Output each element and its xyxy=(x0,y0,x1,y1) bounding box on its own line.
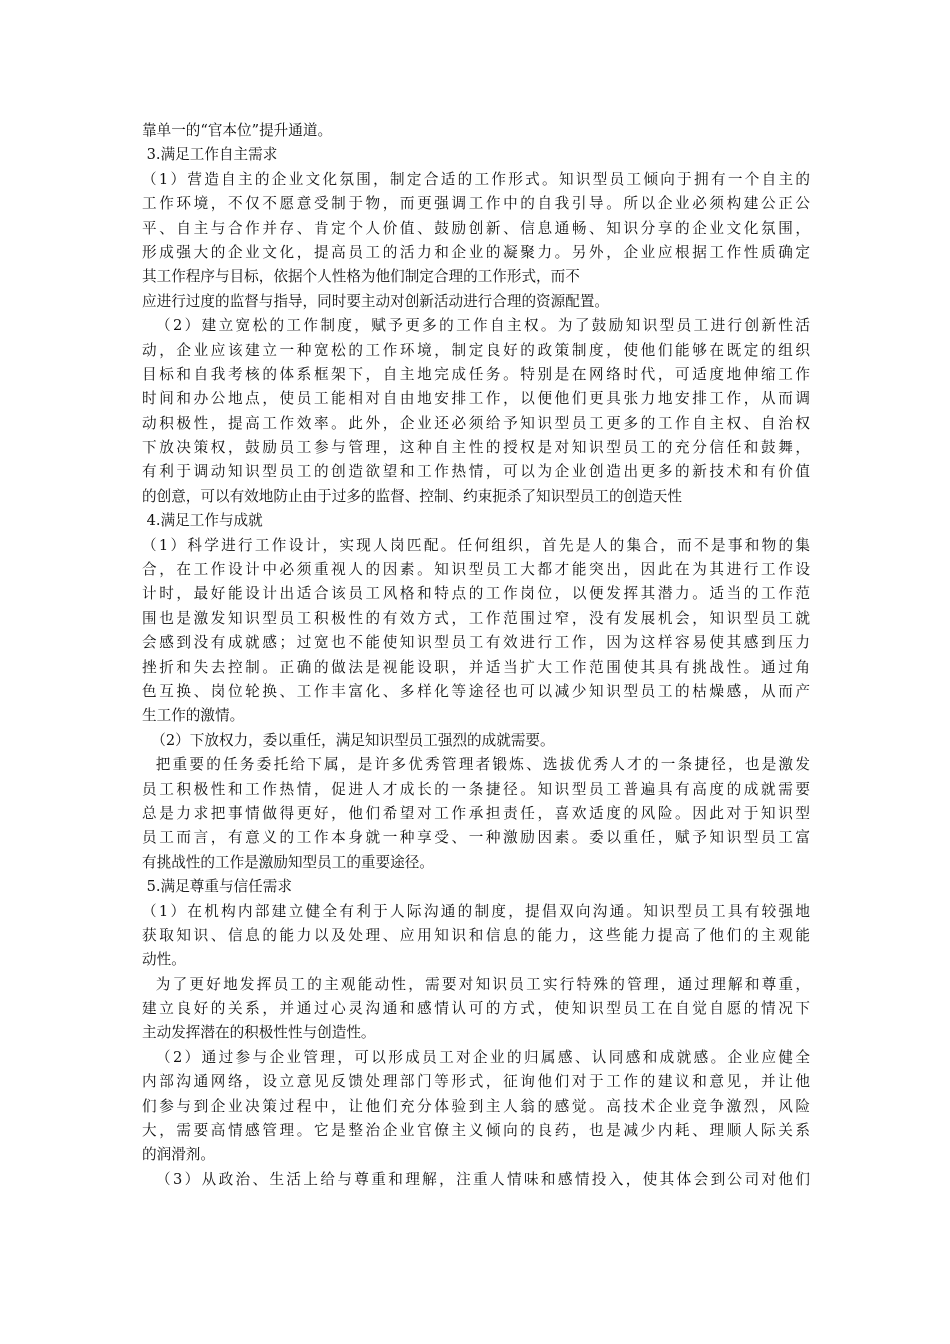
text-line: 5.满足尊重与信任需求 xyxy=(142,878,292,896)
text-line: 计时，最好能设计出适合该员工风格和特点的工作岗位，以便发挥其潜力。适当的工作范 xyxy=(142,585,810,603)
text-line: 时间和办公地点，使员工能相对自由地安排工作，以便他们更具张力地安排工作，从而调 xyxy=(142,390,810,408)
text-line: 动，企业应该建立一种宽松的工作环境，制定良好的政策制度，使他们能够在既定的组织 xyxy=(142,341,810,359)
text-line: 靠单一的“官本位”提升通道。 xyxy=(142,122,333,139)
text-line: 有挑战性的工作是激励知型员工的重要途径。 xyxy=(142,853,434,871)
text-line: 生工作的激情。 xyxy=(142,707,245,725)
text-line: 内部沟通网络，设立意见反馈处理部门等形式，征询他们对于工作的建议和意见，并让他 xyxy=(142,1073,810,1091)
text-line: 平、自主与合作并存、肯定个人价值、鼓励创新、信息通畅、知识分享的企业文化氛围， xyxy=(142,219,810,237)
text-line: 色互换、岗位轮换、工作丰富化、多样化等途径也可以减少知识型员工的枯燥感，从而产 xyxy=(142,682,810,700)
text-line: 为了更好地发挥员工的主观能动性，需要对知识员工实行特殊的管理，通过理解和尊重， xyxy=(142,975,810,993)
text-line: 下放决策权，鼓励员工参与管理，这种自主性的授权是对知识型员工的充分信任和鼓舞， xyxy=(142,439,810,457)
text-line: （2）通过参与企业管理，可以形成员工对企业的归属感、认同感和成就感。企业应健全 xyxy=(142,1048,810,1066)
text-line: （1）科学进行工作设计，实现人岗匹配。任何组织，首先是人的集合，而不是事和物的集 xyxy=(142,536,810,554)
text-line: 的创意，可以有效地防止由于过多的监督、控制、约束扼杀了知识型员工的创造天性 xyxy=(142,487,682,505)
text-line: 目标和自我考核的体系框架下，自主地完成任务。特别是在网络时代，可适度地伸缩工作 xyxy=(142,365,810,383)
text-line: 把重要的任务委托给下属，是许多优秀管理者锻炼、选拔优秀人才的一条捷径，也是激发 xyxy=(142,756,810,774)
text-line: （2）建立宽松的工作制度，赋予更多的工作自主权。为了鼓励知识型员工进行创新性活 xyxy=(142,317,810,335)
text-line: 们参与到企业决策过程中，让他们充分体验到主人翁的感觉。高技术企业竞争激烈，风险 xyxy=(142,1097,810,1115)
text-line: 获取知识、信息的能力以及处理、应用知识和信息的能力，这些能力提高了他们的主观能 xyxy=(142,926,810,944)
text-line: （1）在机构内部建立健全有利于人际沟通的制度，提倡双向沟通。知识型员工具有较强地 xyxy=(142,902,810,920)
text-line: 会感到没有成就感；过宽也不能使知识型员工有效进行工作，因为这样容易使其感到压力 xyxy=(142,634,810,652)
text-line: 围也是激发知识型员工积极性的有效方式，工作范围过窄，没有发展机会，知识型员工就 xyxy=(142,609,810,627)
document-body xyxy=(142,119,810,1192)
text-line: 应进行过度的监督与指导，同时要主动对创新活动进行合理的资源配置。 xyxy=(142,292,610,310)
text-line: 动性。 xyxy=(142,951,186,969)
text-line: 3.满足工作自主需求 xyxy=(142,146,278,164)
text-line: 4.满足工作与成就 xyxy=(142,512,263,530)
text-line: 总是力求把事情做得更好，他们希望对工作承担责任，喜欢适度的风险。因此对于知识型 xyxy=(142,804,810,822)
text-line: （2）下放权力，委以重任，满足知识型员工强烈的成就需要。 xyxy=(142,731,555,749)
text-line: 主动发挥潜在的积极性性与创造性。 xyxy=(142,1024,376,1042)
text-line: 挫折和失去控制。正确的做法是视能设职，并适当扩大工作范围使其具有挑战性。通过角 xyxy=(142,658,810,676)
text-line: 动积极性，提高工作效率。此外，企业还必须给予知识型员工更多的工作自主权、自治权 xyxy=(142,414,810,432)
text-line: 其工作程序与目标，依据个人性格为他们制定合理的工作形式，而不 xyxy=(142,268,580,286)
text-line: 合，在工作设计中必须重视人的因素。知识型员工大都才能突出，因此在为其进行工作设 xyxy=(142,561,810,579)
text-line: 员工而言，有意义的工作本身就一种享受、一种激励因素。委以重任，赋予知识型员工富 xyxy=(142,829,810,847)
text-line: 形成强大的企业文化，提高员工的活力和企业的凝聚力。另外，企业应根据工作性质确定 xyxy=(142,243,810,261)
text-line: 员工积极性和工作热情，促进人才成长的一条捷径。知识型员工普遍具有高度的成就需要 xyxy=(142,780,810,798)
text-line: 建立良好的关系，并通过心灵沟通和感情认可的方式，使知识型员工在自觉自愿的情况下 xyxy=(142,1000,810,1018)
text-line: 有利于调动知识型员工的创造欲望和工作热情，可以为企业创造出更多的新技术和有价值 xyxy=(142,463,810,481)
text-line: 大，需要高情感管理。它是整治企业官僚主义倾向的良药，也是减少内耗、理顺人际关系 xyxy=(142,1122,810,1140)
text-line: （1）营造自主的企业文化氛围，制定合适的工作形式。知识型员工倾向于拥有一个自主的 xyxy=(142,170,810,188)
text-line: 工作环境，不仅不愿意受制于物，而更强调工作中的自我引导。所以企业必须构建公正公 xyxy=(142,195,810,213)
text-line: （3）从政治、生活上给与尊重和理解，注重人情味和感情投入，使其体会到公司对他们 xyxy=(142,1170,810,1188)
text-line: 的润滑剂。 xyxy=(142,1146,215,1164)
